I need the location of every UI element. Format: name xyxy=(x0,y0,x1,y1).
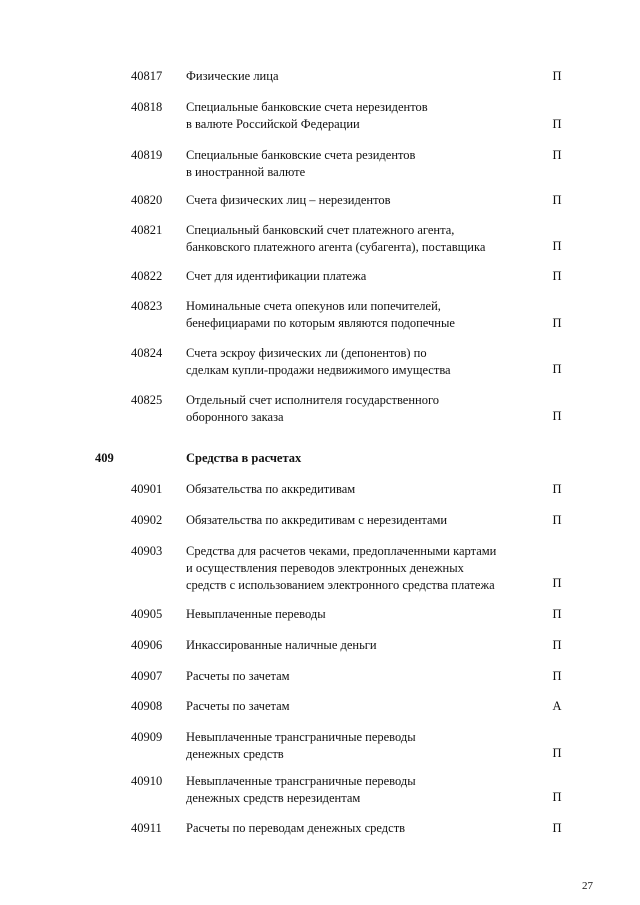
account-type-mark: П xyxy=(552,482,562,496)
account-type-mark: П xyxy=(552,148,562,162)
account-code: 40825 xyxy=(131,393,163,407)
account-code: 40824 xyxy=(131,346,163,360)
account-code: 40910 xyxy=(131,774,163,788)
description-line: Счета эскроу физических ли (депонентов) по xyxy=(186,346,427,360)
description-line: оборонного заказа xyxy=(186,410,284,424)
account-code: 40906 xyxy=(131,638,163,652)
description-line: Физические лица xyxy=(186,69,279,83)
account-type-mark: П xyxy=(552,193,562,207)
account-type-mark: П xyxy=(552,746,562,760)
account-description xyxy=(186,222,531,256)
account-description xyxy=(186,298,531,332)
account-description xyxy=(186,543,531,594)
section-title xyxy=(186,450,531,467)
description-line: Невыплаченные трансграничные переводы xyxy=(186,730,416,744)
description-line: в валюте Российской Федерации xyxy=(186,117,360,131)
account-code: 40822 xyxy=(131,269,163,283)
account-description xyxy=(186,606,531,623)
description-line: денежных средств нерезидентам xyxy=(186,791,361,805)
description-line: денежных средств xyxy=(186,747,284,761)
account-description xyxy=(186,773,531,807)
section-title-text: Средства в расчетах xyxy=(186,451,302,465)
account-code: 40823 xyxy=(131,299,163,313)
account-type-mark: П xyxy=(552,316,562,330)
account-type-mark: П xyxy=(552,790,562,804)
description-line: Обязательства по аккредитивам с нерезидентами xyxy=(186,513,448,527)
account-code: 40907 xyxy=(131,669,163,683)
description-line: Расчеты по зачетам xyxy=(186,699,290,713)
description-line: Счет для идентификации платежа xyxy=(186,269,367,283)
description-line: Расчеты по зачетам xyxy=(186,669,290,683)
account-code: 40903 xyxy=(131,544,163,558)
account-code: 40908 xyxy=(131,699,163,713)
account-code: 40902 xyxy=(131,513,163,527)
account-description xyxy=(186,68,531,85)
description-line: Невыплаченные трансграничные переводы xyxy=(186,774,416,788)
description-line: Специальные банковские счета нерезидентов xyxy=(186,100,428,114)
description-line: бенефициарами по которым являются подопечные xyxy=(186,316,455,330)
account-code: 40905 xyxy=(131,607,163,621)
account-description xyxy=(186,392,531,426)
account-description xyxy=(186,820,531,837)
description-line: сделкам купли-продажи недвижимого имущества xyxy=(186,363,451,377)
account-code: 40819 xyxy=(131,148,163,162)
account-description xyxy=(186,698,531,715)
description-line: Отдельный счет исполнителя государственного xyxy=(186,393,440,407)
account-code: 40911 xyxy=(131,821,162,835)
account-description xyxy=(186,729,531,763)
account-type-mark: П xyxy=(552,513,562,527)
account-type-mark: П xyxy=(552,638,562,652)
description-line: средств с использованием электронного средства платежа xyxy=(186,578,495,592)
account-code: 40817 xyxy=(131,69,163,83)
account-type-mark: П xyxy=(552,821,562,835)
description-line: в иностранной валюте xyxy=(186,165,306,179)
account-code: 40820 xyxy=(131,193,163,207)
account-type-mark: П xyxy=(552,362,562,376)
description-line: Счета физических лиц – нерезидентов xyxy=(186,193,391,207)
account-description xyxy=(186,147,531,181)
account-description xyxy=(186,99,531,133)
description-line: Средства для расчетов чеками, предоплаченными картами xyxy=(186,544,497,558)
description-line: Специальные банковские счета резидентов xyxy=(186,148,416,162)
account-type-mark: П xyxy=(552,117,562,131)
account-description xyxy=(186,512,531,529)
description-line: банковского платежного агента (субагента), поставщика xyxy=(186,240,486,254)
account-type-mark: А xyxy=(552,699,562,713)
page-number: 27 xyxy=(582,880,593,892)
account-code: 40909 xyxy=(131,730,163,744)
account-description xyxy=(186,481,531,498)
account-type-mark: П xyxy=(552,69,562,83)
description-line: Обязательства по аккредитивам xyxy=(186,482,356,496)
account-description xyxy=(186,268,531,285)
account-type-mark: П xyxy=(552,239,562,253)
account-code: 40821 xyxy=(131,223,163,237)
description-line: Специальный банковский счет платежного агента, xyxy=(186,223,455,237)
description-line: и осуществления переводов электронных денежных xyxy=(186,561,464,575)
description-line: Расчеты по переводам денежных средств xyxy=(186,821,406,835)
account-code: 40901 xyxy=(131,482,163,496)
account-description xyxy=(186,637,531,654)
account-description xyxy=(186,345,531,379)
description-line: Инкассированные наличные деньги xyxy=(186,638,377,652)
account-type-mark: П xyxy=(552,669,562,683)
account-description xyxy=(186,668,531,685)
account-type-mark: П xyxy=(552,576,562,590)
section-code: 409 xyxy=(95,451,114,465)
account-description xyxy=(186,192,531,209)
description-line: Номинальные счета опекунов или попечителей, xyxy=(186,299,441,313)
account-type-mark: П xyxy=(552,269,562,283)
account-code: 40818 xyxy=(131,100,163,114)
account-type-mark: П xyxy=(552,409,562,423)
description-line: Невыплаченные переводы xyxy=(186,607,326,621)
account-type-mark: П xyxy=(552,607,562,621)
